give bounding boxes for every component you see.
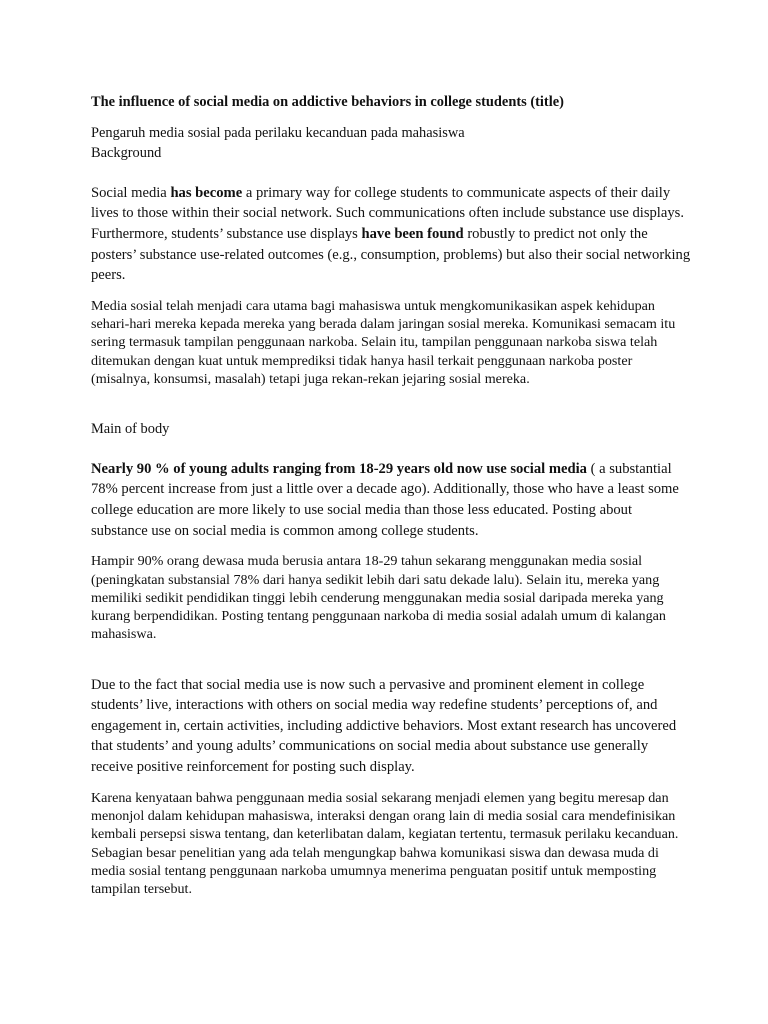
- background-paragraph-id: Media sosial telah menjadi cara utama bagi mahasiswa untuk mengkomunikasikan aspek kehidupan sehari-hari mereka kepada mereka yang berada dalam jaringan sosial mereka. Komunikasi semacam itu sering termasuk tampilan penggunaan narkoba. Selain itu, tampilan penggunaan narkoba siswa telah ditemukan dengan kuat untuk memprediksi tidak hanya hasil terkait penggunaan narkoba poster (misalnya, konsumsi, masalah) tetapi juga rekan-rekan jejaring sosial mereka.: [91, 297, 676, 387]
- emphasis-has-become: has become: [170, 184, 243, 201]
- text-segment: a primary way for college students to communicate aspects of their daily lives to those within their social network. Such communications often include substance use displays. Furthermore, students’ substance use displays: [91, 184, 684, 242]
- title-translation: Pengaruh media sosial pada perilaku kecanduan pada mahasiswa: [91, 124, 465, 141]
- main-paragraph-id-1: Hampir 90% orang dewasa muda berusia antara 18-29 tahun sekarang menggunakan media sosial (peningkatan substansial 78% dari hanya sedikit lebih dari satu dekade lalu). Selain itu, mereka yang memiliki sedikit pendidikan tinggi lebih cenderung menggunakan media sosial daripada mereka yang kurang berpendidikan. Posting tentang penggunaan narkoba di media sosial adalah umum di kalangan mahasiswa.: [91, 553, 666, 643]
- text-segment: ( a substantial 78% percent increase from just a little over a decade ago). Additionally, those who have a least some college education are more likely to use social media than those less educated. Posting about substance use on social media is common among college students.: [91, 460, 679, 539]
- background-paragraph-en: [91, 183, 691, 286]
- main-paragraph-id-2: Karena kenyataan bahwa penggunaan media sosial sekarang menjadi elemen yang begitu meresap dan menonjol dalam kehidupan mahasiswa, interaksi dengan orang lain di media sosial cara mendefinisikan kembali persepsi siswa tentang, dan keterlibatan dalam, kegiatan tertentu, termasuk perilaku kecanduan. Sebagian besar penelitian yang ada telah mengungkap bahwa komunikasi siswa dan dewasa muda di media sosial tentang penggunaan narkoba umumnya menerima penguatan positif untuk memposting tampilan tersebut.: [91, 789, 679, 898]
- main-paragraph-en-1: [91, 459, 691, 541]
- text-segment: Social media: [91, 184, 171, 201]
- document-title: The influence of social media on addictive behaviors in college students (title): [91, 94, 564, 110]
- main-body-heading: Main of body: [91, 421, 170, 438]
- emphasis-statistic: Nearly 90 % of young adults ranging from 18-29 years old now use social media: [91, 460, 587, 477]
- document-page: [91, 92, 691, 898]
- main-paragraph-en-2: Due to the fact that social media use is now such a pervasive and prominent element in college students’ live, interactions with others on social media way redefine students’ perceptions of, and engagement in, certain activities, including addictive behaviors. Most extant research has uncovered that students’ and young adults’ communications on social media about substance use generally receive positive reinforcement for posting such display.: [91, 676, 677, 776]
- emphasis-have-been-found: have been found: [361, 225, 464, 242]
- background-heading: Background: [91, 145, 162, 162]
- text-segment: robustly to predict not only the posters’ substance use-related outcomes (e.g., consumption, problems) but also their social networking peers.: [91, 225, 691, 284]
